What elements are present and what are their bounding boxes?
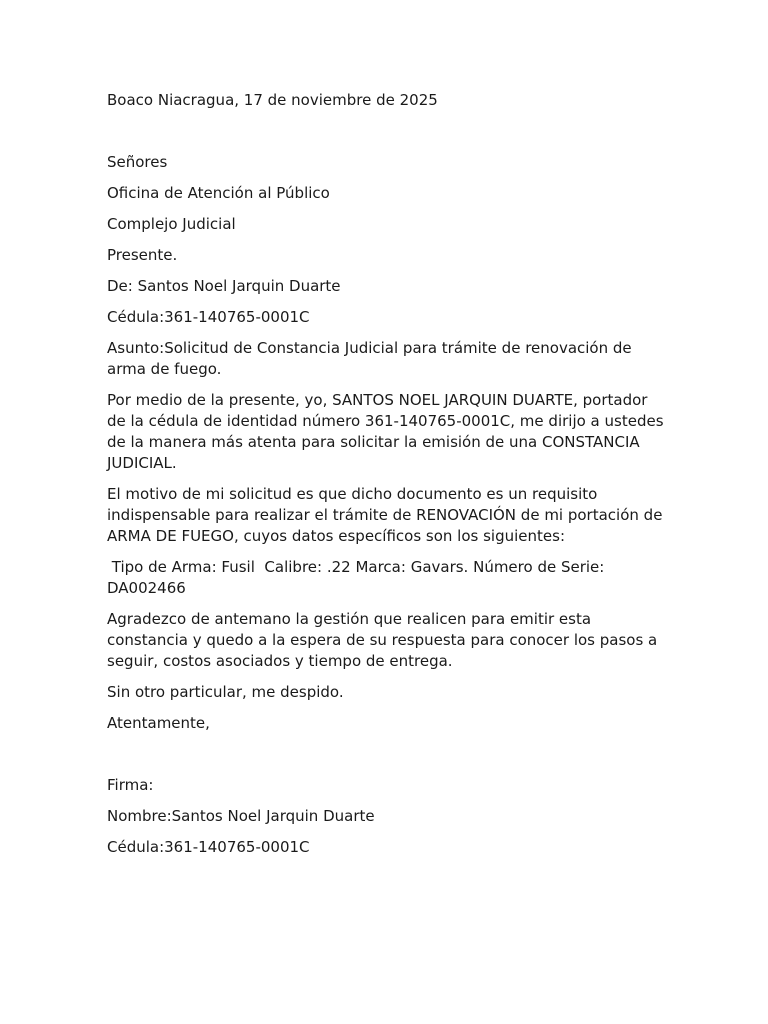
sender-line: De: Santos Noel Jarquin Duarte [107, 277, 341, 295]
weapon-details: Tipo de Arma: Fusil Calibre: .22 Marca: Gavars. Número de Serie: DA002466 [107, 558, 610, 597]
place-and-date: Boaco Niacragua, 17 de noviembre de 2025 [107, 91, 438, 109]
salutation: Señores [107, 153, 168, 171]
subject-line: Asunto:Solicitud de Constancia Judicial para trámite de renovación de arma de fuego. [107, 339, 637, 378]
recipient-institution: Complejo Judicial [107, 215, 236, 233]
signature-label: Firma: [107, 776, 154, 794]
closing-line: Sin otro particular, me despido. [107, 683, 344, 701]
body-paragraph: Por medio de la presente, yo, SANTOS NOEL JARQUIN DUARTE, portador de la cédula de identidad número 361-140765-0001C, me dirijo a ustedes de la manera más atenta para solicitar la emisión de una CONSTANCIA JUDICIAL. [107, 391, 669, 472]
present-line: Presente. [107, 246, 178, 264]
signatory-name: Nombre:Santos Noel Jarquin Duarte [107, 807, 375, 825]
letter-body [107, 90, 667, 868]
valediction: Atentamente, [107, 714, 210, 732]
sender-id-line: Cédula:361-140765-0001C [107, 308, 310, 326]
body-paragraph: Agradezco de antemano la gestión que realicen para emitir esta constancia y quedo a la espera de su respuesta para conocer los pasos a seguir, costos asociados y tiempo de entrega. [107, 610, 663, 670]
body-paragraph: El motivo de mi solicitud es que dicho documento es un requisito indispensable para realizar el trámite de RENOVACIÓN de mi portación de ARMA DE FUEGO, cuyos datos específicos son los siguientes: [107, 485, 668, 545]
signatory-id: Cédula:361-140765-0001C [107, 838, 310, 856]
recipient-office: Oficina de Atención al Público [107, 184, 330, 202]
